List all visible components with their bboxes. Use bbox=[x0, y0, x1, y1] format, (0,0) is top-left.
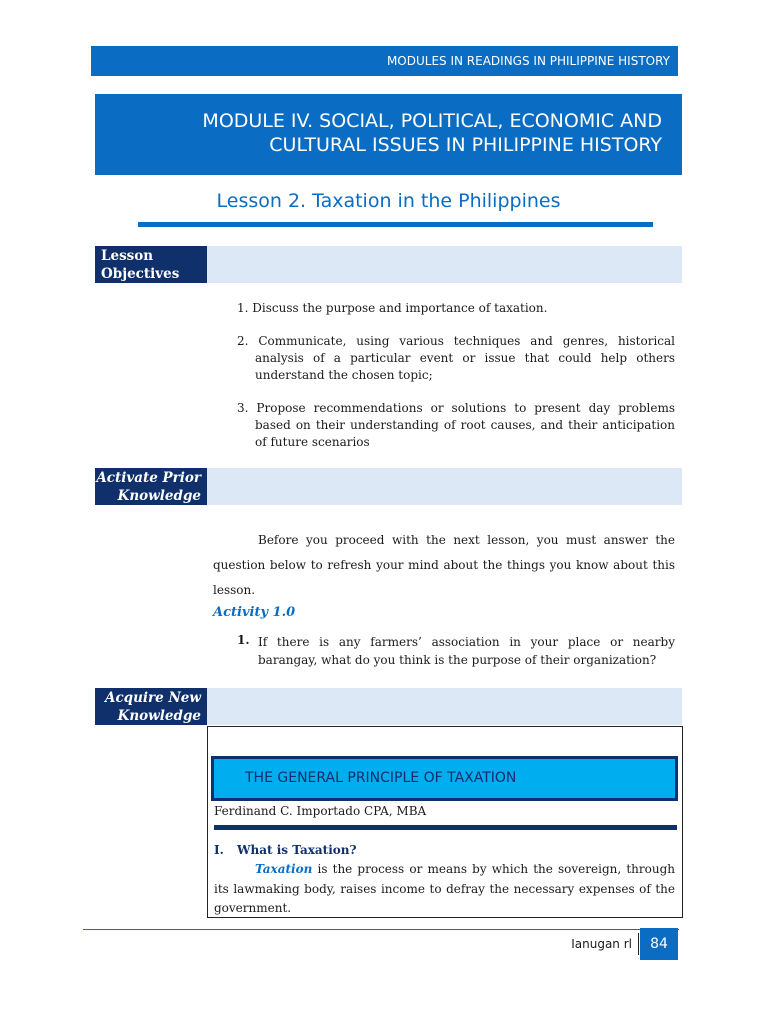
question-text: If there is any farmers’ association in your place or nearby barangay, what do you think is the purpose of their organization? bbox=[258, 635, 675, 667]
prior-knowledge-label-line-1: Activate Prior bbox=[96, 470, 201, 486]
acquire-knowledge-label-line-2: Knowledge bbox=[117, 708, 201, 724]
objective-item-1: 1. Discuss the purpose and importance of taxation. bbox=[237, 301, 548, 315]
footer-separator bbox=[638, 933, 639, 955]
author-rule bbox=[214, 825, 677, 830]
prior-knowledge-label bbox=[95, 468, 207, 505]
section-title: What is Taxation? bbox=[237, 843, 357, 857]
module-title-line-1: MODULE IV. SOCIAL, POLITICAL, ECONOMIC AND bbox=[202, 110, 662, 132]
objective-item-3: 3. Propose recommendations or solutions to present day problems based on their understanding of root causes, and their anticipation of future scenarios bbox=[237, 401, 675, 449]
taxation-title-box bbox=[211, 756, 678, 801]
author-line: Ferdinand C. Importado CPA, MBA bbox=[214, 804, 427, 818]
objectives-label bbox=[95, 246, 207, 283]
objectives-label-line-1: Lesson bbox=[101, 248, 154, 264]
lesson-title-underline bbox=[138, 222, 653, 227]
objective-item-2: 2. Communicate, using various techniques and genres, historical analysis of a particular event or issue that could help others understand the chosen topic; bbox=[237, 334, 675, 382]
taxation-title: THE GENERAL PRINCIPLE OF TAXATION bbox=[214, 759, 675, 798]
taxation-definition bbox=[214, 860, 675, 919]
footer-author: Ianugan rl bbox=[571, 937, 632, 951]
definition-term: Taxation bbox=[255, 862, 313, 876]
definition-text: is the process or means by which the sovereign, through its lawmaking body, raises income to defray the necessary expenses of the government. bbox=[214, 862, 675, 915]
prior-knowledge-label-line-2: Knowledge bbox=[117, 488, 201, 504]
footer-rule bbox=[83, 929, 679, 930]
acquire-knowledge-label bbox=[95, 688, 207, 725]
section-numeral: I. bbox=[214, 843, 224, 857]
question-number: 1. bbox=[237, 633, 250, 647]
page-number: 84 bbox=[640, 928, 678, 960]
acquire-knowledge-label-line-1: Acquire New bbox=[104, 690, 201, 706]
module-title-line-2: CULTURAL ISSUES IN PHILIPPINE HISTORY bbox=[269, 134, 662, 156]
prior-knowledge-intro: Before you proceed with the next lesson, you must answer the question below to refresh your mind about the things you know about this lesson. bbox=[213, 533, 675, 597]
running-header bbox=[91, 46, 678, 76]
objectives-label-line-2: Objectives bbox=[101, 266, 180, 282]
running-header-text: MODULES IN READINGS IN PHILIPPINE HISTORY bbox=[386, 54, 670, 68]
module-title-box bbox=[95, 94, 682, 175]
section-heading bbox=[214, 843, 357, 857]
activity-title: Activity 1.0 bbox=[213, 605, 296, 620]
lesson-title: Lesson 2. Taxation in the Philippines bbox=[216, 190, 561, 212]
